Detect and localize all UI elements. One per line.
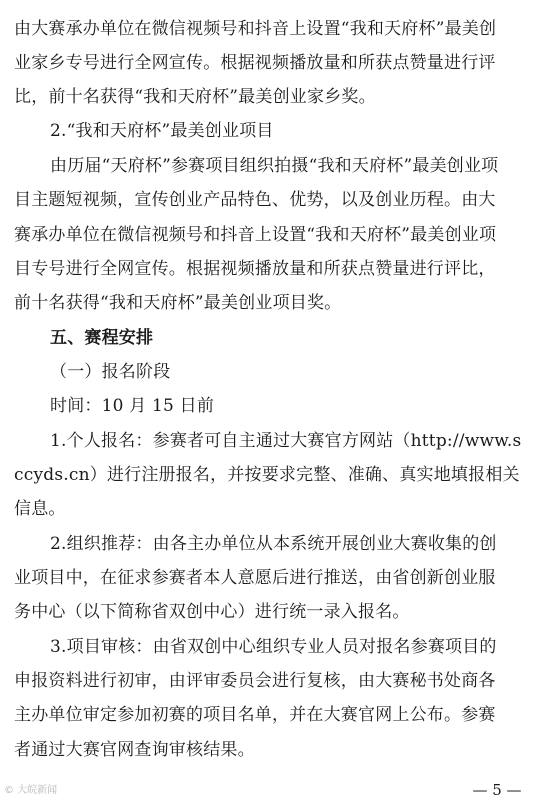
text-line: 申报资料进行初审，由评审委员会进行复核，由大赛秘书处商各	[14, 671, 496, 691]
text-line: 者通过大赛官网查询审核结果。	[14, 740, 255, 760]
text-line: 前十名获得“我和天府杯”最美创业项目奖。	[14, 293, 342, 313]
text-line: 比，前十名获得“我和天府杯”最美创业家乡奖。	[14, 87, 376, 107]
text-line: 由历届“天府杯”参赛项目组织拍摄“我和天府杯”最美创业项	[50, 156, 499, 176]
text-line: 时间：10 月 15 日前	[50, 396, 215, 416]
text-line: 业家乡专号进行全网宣传。根据视频播放量和所获点赞量进行评	[14, 53, 496, 73]
page-number: — 5 —	[472, 781, 522, 799]
text-line: 目专号进行全网宣传。根据视频播放量和所获点赞量进行评比，	[14, 259, 496, 279]
text-line: 由大赛承办单位在微信视频号和抖音上设置“我和天府杯”最美创	[14, 19, 497, 39]
text-line: 业项目中，在征求参赛者本人意愿后进行推送，由省创新创业服	[14, 568, 496, 588]
text-line: 信息。	[14, 499, 66, 519]
text-line: 3.项目审核：由省双创中心组织专业人员对报名参赛项目的	[50, 637, 497, 657]
text-line: 2.组织推荐：由各主办单位从本系统开展创业大赛收集的创	[50, 534, 497, 554]
text-line: 赛承办单位在微信视频号和抖音上设置“我和天府杯”最美创业项	[14, 225, 497, 245]
text-line: 1.个人报名：参赛者可自主通过大赛官方网站（http://www.s	[50, 431, 522, 451]
text-line: 主办单位审定参加初赛的项目名单，并在大赛官网上公布。参赛	[14, 705, 496, 725]
text-line: 务中心（以下简称省双创中心）进行统一录入报名。	[14, 602, 410, 622]
watermark: © 大皖新闻	[4, 785, 58, 796]
section-heading: 2.“我和天府杯”最美创业项目	[50, 121, 274, 141]
section-heading: 五、赛程安排	[50, 328, 154, 348]
text-line: 目主题短视频，宣传创业产品特色、优势，以及创业历程。由大	[14, 190, 496, 210]
text-line: ccyds.cn）进行注册报名，并按要求完整、准确、真实地填报相关	[14, 465, 520, 485]
subsection-heading: （一）报名阶段	[50, 362, 171, 382]
